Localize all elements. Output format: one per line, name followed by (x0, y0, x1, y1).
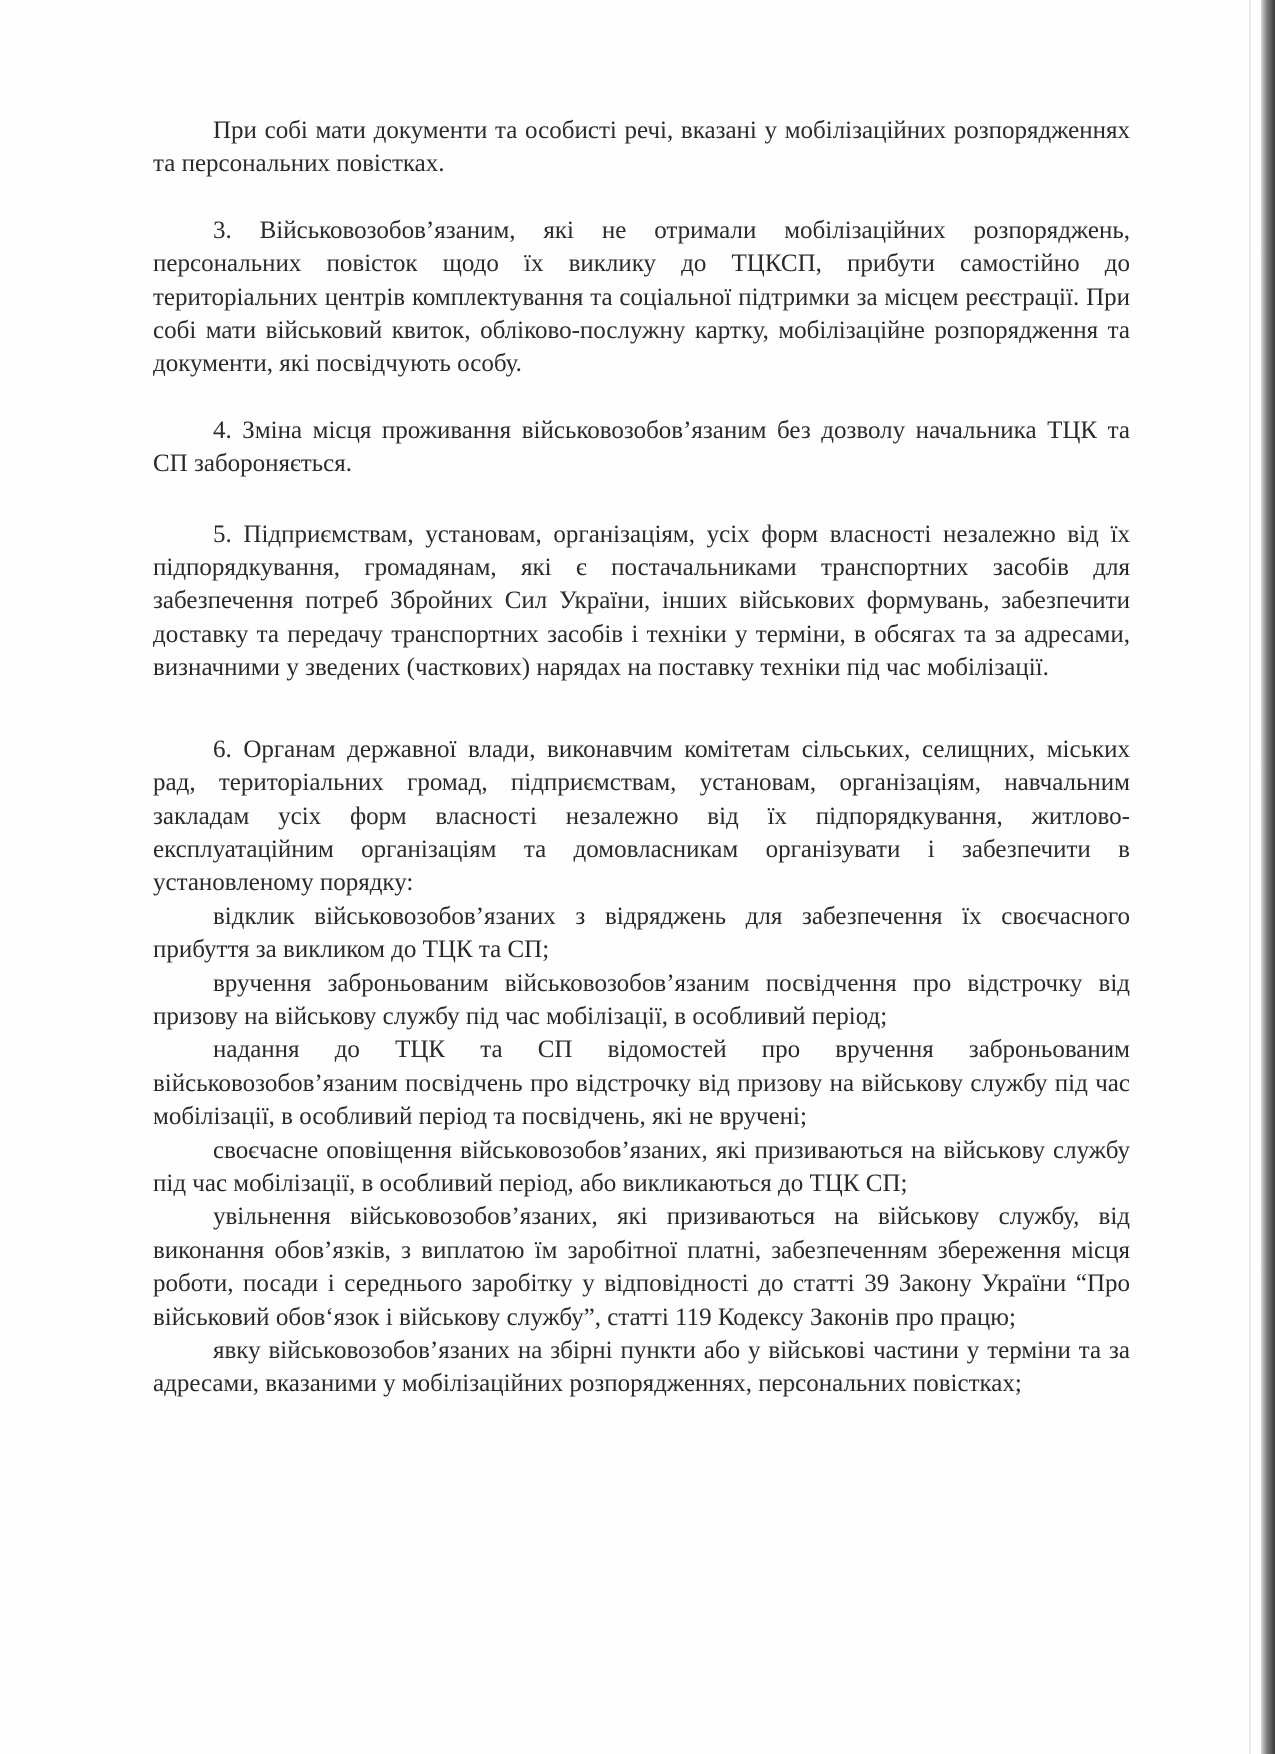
document-body (153, 114, 1130, 1401)
paragraph-item-5: 5. Підприємствам, установам, організаціям, усіх форм власності незалежно від їх підпорядкування, громадянам, які є постачальниками транспортних засобів для забезпечення потреб Збройних Сил України, інших військових формувань, забезпечити доставку та передачу транспортних засобів і техніки у терміни, в обсягах та за адресами, визначними у зведених (часткових) нарядах на поставку техніки під час мобілізації. (153, 520, 1130, 682)
scan-edge (1261, 0, 1275, 1754)
scan-edge-line (1249, 0, 1251, 1754)
sub-item-release-from-duties: увільнення військовозобов’язаних, які призиваються на військову службу, від виконання обов’язків, з виплатою їм заробітної платні, забезпеченням збереження місця роботи, посади і середнього заробітку у відповідності до статті 39 Закону України “Про військовий обов‘язок і військову службу”, статті 119 Кодексу Законів про працю; (153, 1203, 1130, 1331)
sub-item-deferment-report: надання до ТЦК та СП відомостей про вручення заброньованим військовозобов’язаним посвідчень про відстрочку від призову на військову службу під час мобілізації, в особливий період та посвідчень, які не вручені; (153, 1036, 1130, 1131)
paragraph-item-4: 4. Зміна місця проживання військовозобов’язаним без дозволу начальника ТЦК та СП забороняється. (153, 416, 1130, 478)
paragraph-item-6: 6. Органам державної влади, виконавчим комітетам сільських, селищних, міських рад, територіальних громад, підприємствам, установам, організаціям, навчальним закладам усіх форм власності незалежно від їх підпорядкування, житлово-експлуатаційним організаціям та домовласникам організувати і забезпечити в установленому порядку: (153, 735, 1130, 897)
sub-item-notification: своєчасне оповіщення військовозобов’язаних, які призиваються на військову службу під час мобілізації, в особливий період, або викликаються до ТЦК СП; (153, 1136, 1130, 1197)
sub-item-deferment-certificates: вручення заброньованим військовозобов’язаним посвідчення про відстрочку від призову на військову службу під час мобілізації, в особливий період; (153, 969, 1130, 1030)
paragraph-documents-note: При собі мати документи та особисті речі, вказані у мобілізаційних розпорядженнях та персональних повістках. (153, 117, 1130, 178)
sub-item-attendance: явку військовозобов’язаних на збірні пункти або у військові частини у терміни та за адресами, вказаними у мобілізаційних розпорядженнях, персональних повістках; (153, 1337, 1130, 1398)
paragraph-item-3: 3. Військовозобов’язаним, які не отримали мобілізаційних розпоряджень, персональних повісток щодо їх виклику до ТЦКСП, прибути самостійно до територіальних центрів комплектування та соціальної підтримки за місцем реєстрації. При собі мати військовий квиток, обліково-послужну картку, мобілізаційне розпорядження та документи, які посвідчують особу. (153, 216, 1130, 378)
sub-item-recall: відклик військовозобов’язаних з відряджень для забезпечення їх своєчасного прибуття за викликом до ТЦК та СП; (153, 902, 1130, 964)
